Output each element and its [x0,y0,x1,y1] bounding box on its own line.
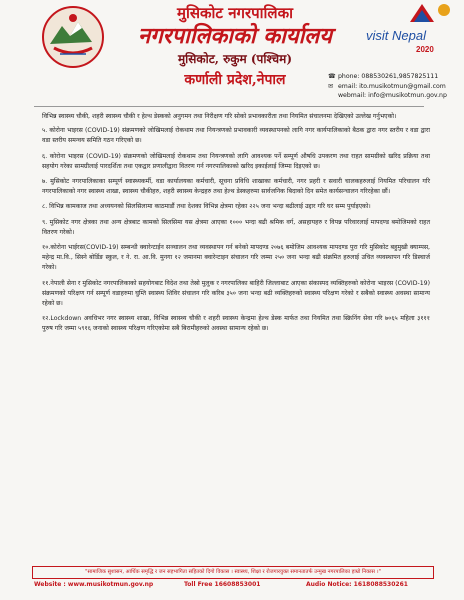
body-paragraph: ६. कोरोना भाइरस (COVID-19) संक्रमणको जोखिमलाई रोकथाम तथा नियन्त्रणको लागि आवश्यक पर्ने सम्पूर्ण औषधि उपकरण तथा राहत सामग्रीको खरिद प्रक्रिया तथा सहयोग गरेका सामग्रीलाई पारदर्शिता तथा एकद्वार प्रणालीद्वारा वितरण गर्न नगरपालिकाको खरिद इकाईलाई जिम्मा दिइएको छ। [42,152,430,170]
email-row: ✉ email: ito.musikotmun@gmail.com [328,82,446,90]
body-paragraph: ७. मुसिकोट नगरपालिकाका सम्पूर्ण स्वास्थ्यकर्मी, वडा कार्यालयका कर्मचारी, सूचना प्रविधि शाखाका कर्मचारी, नगर प्रहरी र सवारी चालकहरुलाई नियमित परिचालन गरि नगरपालिकाको नगर स्वास्थ्य शाखा, स्वास्थ्य चौकीहरु, शहरी स्वास्थ्य केन्द्रहरु तथा हेल्थ डेस्कहरुमा सार्वजनिक बिदाको दिन समेत कार्यसन्चालन गरिरहेका छौं। [42,178,430,196]
body-paragraph: १२.Lockdown अवधिभर नगर स्वास्थ्य शाखा, विभिन्न स्वास्थ्य चौकी र शहरी स्वास्थ्य केन्द्रमा हेल्थ डेस्क मार्फत तथा नियमित तथा स्क्रिनिंग सेवा गरि ७०६५ महिला ३१११ पुरुष गरि जम्मा ५९१६ जनाको स्वास्थ्य परिक्षण गरिएकोमा सबै बिरामीहरुको अवस्था सामान्य रहेको छ। [42,315,430,333]
header-divider [34,106,424,107]
letter-body [42,112,430,340]
body-paragraph: ५. कोरोना भाइरस (COVID-19) संक्रमणको जोखिमलाई रोकथाम तथा नियन्त्रणको प्रभावकारी व्यवस्थापनको लागि नगर कार्यपालिकाको बैठक द्वारा नगर स्तरीय र वडा द्वारा वडा स्तरीय समन्वय समिति गठन गरिएको छ। [42,127,430,145]
phone-row: ☎ phone: 088530261,9857825111 [328,73,439,80]
footer-tollfree: Toll Free 16608853001 [184,581,261,588]
letterhead [0,0,464,106]
footer-contacts [34,581,428,593]
municipality-name: मुसिकोट नगरपालिका [177,4,293,22]
visit-nepal-logo-icon [360,0,460,58]
nepal-emblem-icon [40,4,106,70]
body-paragraph: ९. मुसिकोट नगर क्षेत्रका तथा अन्य क्षेत्रबाट कामको सिलसिमा यस क्षेत्रमा आएका १००० भन्दा बढी श्रमिक वर्ग, असहायहरु र विपन्न परिवारलाई मापदण्ड बमोजिमको राहत वितरण गरेको। [42,218,430,236]
province-country: कर्णाली प्रदेश,नेपाल [184,72,286,88]
body-paragraph: १०.कोरोना भाईरस(COVID-19) सम्बन्धी क्वारेन्टाईन सञ्चालन तथा व्यवस्थापन गर्न बनेको मापदण्ड २०७६ बमोजिम आवश्यक मापदण्ड पुरा गरि मुसिकोट बहुमुखी क्याम्पस, महेन्द्र मा.वि., सिस्ने बोर्डिङ स्कुल, र ने. रा. आ.वि. मुनगा १२ जमानमा क्वारेन्टाइन संचालन गरि जम्मा २५० जना भन्दा बढी संक्रमित हरुलाई उचित व्यवस्थापन गरि डिस्चार्ज गरेको। [42,244,430,272]
footer-website[interactable]: Website : www.musikotmun.gov.np [34,581,154,588]
email-icon: ✉ [328,82,334,90]
office-address: मुसिकोट, रुकुम (पश्चिम) [177,52,293,66]
body-paragraph: ८. विभिन्न कामकाज तथा अध्ययनको सिलसिलामा काठमाडौं तथा देशका विभिन्न क्षेत्रमा रहेका २२५ जना भन्दा बढीलाई उद्दार गरि घर सम्म पुर्याइएको। [42,203,371,211]
body-paragraph: विभिन्न स्वास्थ्य चौकी, शहरी स्वास्थ्य चौकी र हेल्थ डेस्कको अनुगमन तथा निरीक्षण गरि सोको प्रभावकारीता तथा नियमित संचालनमा देखिएको उल्लेख गर्नुभएको। [42,113,397,120]
footer-audio-notice: Audio Notice: 16180885302​61 [306,581,408,588]
webmail-row: webmail: info@musikotmun.gov.np [338,92,447,99]
visit-nepal-year: 2020 [416,45,434,54]
phone-icon: ☎ [328,73,336,80]
body-paragraph: ११.नेपाली सेना र मुसिकोट नगरपालिकाको सहयोगबाट विदेश तथा तेस्रो मुलुक र नगरपालिका बाहिरी जिल्लाबाट आएका संकास्पद व्यक्तिहरुको कोरोना भाइरस (COVID-19) संक्रमणको परिक्षण गर्न सम्पूर्ण वडाहरुमा घुम्ति स्वास्थ्य शिविर संचालन गरि करिब ३५० जना भन्दा बढी व्यक्तिहरुको स्वास्थ्य परिक्षण गरेको र सबैको स्वास्थ्य अवस्था सामान्य रहेको छ। [42,279,430,308]
office-title: नगरपालिकाको कार्यालय [138,23,332,49]
visit-nepal-text: visit Nepal [366,28,426,43]
footer-slogan: "सामाजिक सुशासन, आर्थिक समृद्धि र जन सहभागिता सहितको दिगो विकास । स्वास्थ्य, शिक्षा र रोजगारयुक्त समानतातर्फ उन्मुख नगरपालिका हाम्रो निकास ।" [32,566,434,579]
contact-block [328,72,462,101]
